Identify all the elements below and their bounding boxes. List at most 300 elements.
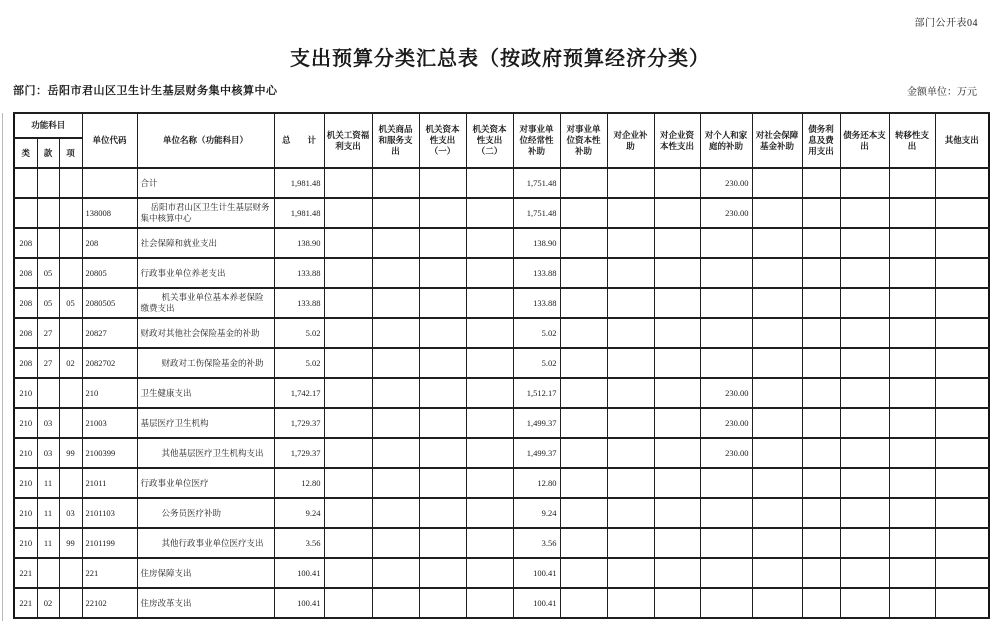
cell-unit-name: 机关事业单位基本养老保险缴费支出 [137, 288, 274, 318]
cell-amount: 1,729.37 [274, 408, 324, 438]
cell-amount [889, 198, 935, 228]
cell-amount [889, 348, 935, 378]
cell-amount [935, 198, 989, 228]
cell-amount [419, 198, 466, 228]
cell-amount [935, 558, 989, 588]
cell-unit-name: 卫生健康支出 [137, 378, 274, 408]
cell-unit-code: 21003 [82, 408, 137, 438]
cell-amount [700, 348, 752, 378]
cell-amount [466, 348, 513, 378]
cell-amount [700, 528, 752, 558]
cell-amount [324, 228, 372, 258]
cell-amount [802, 498, 840, 528]
cell-amount [840, 498, 889, 528]
cell-func-section: 03 [37, 408, 59, 438]
cell-amount [466, 438, 513, 468]
header-expense-col: 债务还本支出 [840, 113, 889, 168]
cell-amount [607, 168, 654, 198]
cell-amount [466, 558, 513, 588]
cell-amount [560, 498, 607, 528]
cell-amount [654, 318, 700, 348]
header-unit-code: 单位代码 [82, 113, 137, 168]
cell-amount [560, 528, 607, 558]
cell-amount [889, 528, 935, 558]
cell-func-section [37, 228, 59, 258]
cell-amount [466, 588, 513, 618]
cell-amount [889, 168, 935, 198]
cell-unit-name: 行政事业单位养老支出 [137, 258, 274, 288]
cell-amount [324, 528, 372, 558]
cell-amount: 230.00 [700, 408, 752, 438]
cell-amount [840, 468, 889, 498]
cell-amount [935, 498, 989, 528]
cell-amount [654, 468, 700, 498]
cell-func-item: 99 [59, 528, 82, 558]
budget-table-body [14, 168, 989, 618]
cell-amount [700, 468, 752, 498]
cell-amount: 9.24 [274, 498, 324, 528]
header-total: 总 计 [274, 113, 324, 168]
cell-amount: 5.02 [513, 318, 560, 348]
cell-unit-name: 财政对其他社会保险基金的补助 [137, 318, 274, 348]
cell-unit-name: 财政对工伤保险基金的补助 [137, 348, 274, 378]
cell-amount [372, 318, 419, 348]
cell-amount [654, 258, 700, 288]
cell-func-item [59, 168, 82, 198]
header-expense-col: 机关商品和服务支出 [372, 113, 419, 168]
header-func-section: 款 [37, 138, 59, 168]
cell-amount [419, 288, 466, 318]
cell-amount [607, 228, 654, 258]
cell-amount: 133.88 [274, 288, 324, 318]
cell-amount [654, 498, 700, 528]
cell-amount [372, 438, 419, 468]
cell-amount [419, 408, 466, 438]
cell-amount [840, 228, 889, 258]
cell-amount [700, 228, 752, 258]
cell-amount: 1,499.37 [513, 408, 560, 438]
cell-amount [466, 378, 513, 408]
cell-func-item [59, 468, 82, 498]
cell-func-section [37, 558, 59, 588]
cell-amount [935, 468, 989, 498]
cell-amount: 12.80 [513, 468, 560, 498]
cell-amount [840, 408, 889, 438]
cell-amount: 9.24 [513, 498, 560, 528]
cell-amount [840, 558, 889, 588]
cell-amount [560, 438, 607, 468]
cell-unit-code [82, 168, 137, 198]
cell-func-item: 05 [59, 288, 82, 318]
cell-amount [935, 318, 989, 348]
budget-table-head [14, 113, 989, 168]
cell-amount [560, 258, 607, 288]
cell-func-class [14, 198, 37, 228]
cell-amount: 230.00 [700, 168, 752, 198]
cell-amount [560, 228, 607, 258]
cell-func-item: 99 [59, 438, 82, 468]
header-expense-col: 对个人和家庭的补助 [700, 113, 752, 168]
cell-unit-name: 基层医疗卫生机构 [137, 408, 274, 438]
cell-amount [560, 378, 607, 408]
cell-amount [935, 228, 989, 258]
cell-func-item [59, 228, 82, 258]
cell-amount [935, 438, 989, 468]
cell-amount: 100.41 [513, 558, 560, 588]
cell-amount [560, 468, 607, 498]
cell-amount [607, 198, 654, 228]
cell-amount [324, 408, 372, 438]
cell-amount [889, 318, 935, 348]
cell-func-section: 05 [37, 258, 59, 288]
cell-amount [752, 558, 802, 588]
cell-amount [607, 288, 654, 318]
cell-amount [324, 558, 372, 588]
cell-amount [889, 558, 935, 588]
cell-amount [372, 378, 419, 408]
cell-amount [840, 168, 889, 198]
header-func-item: 项 [59, 138, 82, 168]
cell-amount [324, 348, 372, 378]
cell-unit-name: 其他行政事业单位医疗支出 [137, 528, 274, 558]
cell-amount [935, 408, 989, 438]
cell-func-section: 11 [37, 498, 59, 528]
cell-amount [607, 438, 654, 468]
cell-amount [607, 468, 654, 498]
cell-unit-code: 20827 [82, 318, 137, 348]
cell-amount [935, 168, 989, 198]
cell-amount [466, 498, 513, 528]
table-row [14, 228, 989, 258]
table-row [14, 498, 989, 528]
table-row [14, 528, 989, 558]
cell-amount: 230.00 [700, 198, 752, 228]
cell-func-section [37, 168, 59, 198]
cell-amount [654, 378, 700, 408]
cell-amount [324, 258, 372, 288]
scan-artifact [2, 113, 3, 621]
cell-func-class: 208 [14, 288, 37, 318]
cell-amount [560, 318, 607, 348]
cell-amount [324, 288, 372, 318]
cell-amount [802, 168, 840, 198]
cell-amount [802, 228, 840, 258]
cell-amount [419, 498, 466, 528]
cell-amount: 1,499.37 [513, 438, 560, 468]
header-expense-col: 对企业资本性支出 [654, 113, 700, 168]
cell-func-class: 208 [14, 228, 37, 258]
table-row [14, 258, 989, 288]
cell-amount [466, 168, 513, 198]
cell-amount [802, 528, 840, 558]
cell-func-section [37, 198, 59, 228]
cell-func-class: 208 [14, 318, 37, 348]
cell-amount [802, 408, 840, 438]
cell-func-item [59, 258, 82, 288]
cell-amount: 1,751.48 [513, 198, 560, 228]
header-expense-col: 机关资本性支出（一） [419, 113, 466, 168]
amount-unit-label: 金额单位：万元 [907, 87, 977, 98]
cell-unit-code: 208 [82, 228, 137, 258]
header-expense-col: 机关工资福利支出 [324, 113, 372, 168]
cell-amount [889, 408, 935, 438]
cell-amount [324, 468, 372, 498]
cell-amount [802, 318, 840, 348]
cell-amount [802, 588, 840, 618]
cell-amount [466, 198, 513, 228]
cell-amount [419, 468, 466, 498]
cell-amount [372, 198, 419, 228]
table-row [14, 588, 989, 618]
cell-amount [802, 348, 840, 378]
cell-func-class: 208 [14, 348, 37, 378]
cell-amount [324, 498, 372, 528]
cell-amount [324, 318, 372, 348]
cell-amount [935, 378, 989, 408]
cell-func-class: 210 [14, 498, 37, 528]
cell-unit-name: 住房改革支出 [137, 588, 274, 618]
cell-amount [607, 318, 654, 348]
cell-amount [466, 318, 513, 348]
cell-amount: 12.80 [274, 468, 324, 498]
cell-amount [419, 348, 466, 378]
cell-func-item: 02 [59, 348, 82, 378]
cell-amount: 138.90 [513, 228, 560, 258]
cell-amount [560, 558, 607, 588]
table-row [14, 198, 989, 228]
cell-amount [752, 468, 802, 498]
cell-func-class: 221 [14, 558, 37, 588]
cell-func-section: 27 [37, 318, 59, 348]
cell-amount [889, 228, 935, 258]
header-expense-col: 转移性支出 [889, 113, 935, 168]
cell-amount [802, 258, 840, 288]
cell-amount: 1,512.17 [513, 378, 560, 408]
cell-amount [466, 468, 513, 498]
cell-amount [419, 318, 466, 348]
cell-amount [752, 528, 802, 558]
cell-amount [889, 498, 935, 528]
cell-unit-name: 住房保障支出 [137, 558, 274, 588]
cell-amount [840, 318, 889, 348]
cell-amount [419, 168, 466, 198]
cell-amount [324, 378, 372, 408]
cell-amount [752, 408, 802, 438]
table-row [14, 408, 989, 438]
cell-amount [419, 558, 466, 588]
cell-amount [752, 378, 802, 408]
cell-unit-code: 138008 [82, 198, 137, 228]
header-expense-col: 机关资本性支出（二） [466, 113, 513, 168]
cell-amount [466, 228, 513, 258]
cell-amount [889, 588, 935, 618]
cell-amount [840, 588, 889, 618]
header-func-group: 功能科目 [14, 113, 82, 138]
cell-amount [419, 588, 466, 618]
cell-amount: 100.41 [274, 588, 324, 618]
table-row [14, 468, 989, 498]
cell-amount [935, 348, 989, 378]
cell-amount [560, 288, 607, 318]
header-expense-col: 对事业单位资本性补助 [560, 113, 607, 168]
cell-amount: 133.88 [513, 258, 560, 288]
cell-amount: 1,742.17 [274, 378, 324, 408]
cell-amount: 133.88 [274, 258, 324, 288]
cell-amount: 1,981.48 [274, 198, 324, 228]
cell-amount [419, 228, 466, 258]
cell-unit-code: 20805 [82, 258, 137, 288]
cell-amount [607, 378, 654, 408]
cell-amount [654, 168, 700, 198]
cell-amount [607, 558, 654, 588]
cell-unit-name: 其他基层医疗卫生机构支出 [137, 438, 274, 468]
cell-func-section: 02 [37, 588, 59, 618]
cell-amount [654, 588, 700, 618]
cell-amount [935, 588, 989, 618]
cell-amount [372, 558, 419, 588]
cell-amount [840, 438, 889, 468]
cell-amount [324, 438, 372, 468]
cell-amount [752, 288, 802, 318]
cell-amount [607, 408, 654, 438]
cell-unit-code: 2101103 [82, 498, 137, 528]
cell-amount [840, 528, 889, 558]
cell-amount [840, 378, 889, 408]
cell-func-class: 210 [14, 438, 37, 468]
cell-unit-name: 岳阳市君山区卫生计生基层财务集中核算中心 [137, 198, 274, 228]
cell-func-item [59, 318, 82, 348]
doc-sheet-label: 部门公开表04 [914, 18, 978, 29]
cell-amount: 100.41 [274, 558, 324, 588]
cell-amount: 1,751.48 [513, 168, 560, 198]
page-title: 支出预算分类汇总表（按政府预算经济分类） [290, 48, 710, 70]
cell-amount: 3.56 [513, 528, 560, 558]
cell-amount [372, 168, 419, 198]
cell-amount [752, 198, 802, 228]
table-row [14, 348, 989, 378]
cell-amount: 100.41 [513, 588, 560, 618]
cell-amount [889, 288, 935, 318]
cell-func-section: 27 [37, 348, 59, 378]
cell-amount [654, 288, 700, 318]
header-unit-name: 单位名称（功能科目） [137, 113, 274, 168]
cell-func-class: 210 [14, 408, 37, 438]
cell-func-item [59, 588, 82, 618]
cell-func-class: 221 [14, 588, 37, 618]
cell-amount [935, 258, 989, 288]
cell-amount: 1,729.37 [274, 438, 324, 468]
cell-amount [752, 228, 802, 258]
cell-amount [607, 528, 654, 558]
cell-amount: 5.02 [274, 318, 324, 348]
department-label: 部门：岳阳市君山区卫生计生基层财务集中核算中心 [13, 85, 278, 97]
cell-amount [654, 228, 700, 258]
cell-amount [802, 288, 840, 318]
cell-amount [840, 258, 889, 288]
cell-amount [372, 258, 419, 288]
cell-amount [372, 498, 419, 528]
cell-amount [372, 468, 419, 498]
cell-func-item [59, 408, 82, 438]
header-expense-col: 其他支出 [935, 113, 989, 168]
cell-func-class: 210 [14, 468, 37, 498]
cell-amount: 138.90 [274, 228, 324, 258]
budget-table [13, 112, 990, 619]
table-row [14, 558, 989, 588]
cell-amount [324, 588, 372, 618]
table-row [14, 438, 989, 468]
header-row-top [14, 113, 989, 138]
cell-amount [419, 378, 466, 408]
cell-func-item [59, 378, 82, 408]
cell-amount [802, 438, 840, 468]
cell-amount [935, 288, 989, 318]
cell-func-section: 11 [37, 468, 59, 498]
cell-amount [372, 588, 419, 618]
cell-unit-name: 合计 [137, 168, 274, 198]
cell-amount: 230.00 [700, 378, 752, 408]
table-row [14, 288, 989, 318]
cell-amount [466, 288, 513, 318]
cell-amount [889, 258, 935, 288]
cell-unit-code: 2100399 [82, 438, 137, 468]
cell-func-section: 05 [37, 288, 59, 318]
cell-amount [372, 528, 419, 558]
cell-amount [560, 348, 607, 378]
header-expense-col: 对事业单位经常性补助 [513, 113, 560, 168]
cell-amount [700, 498, 752, 528]
cell-amount [700, 588, 752, 618]
meta-row [13, 82, 977, 98]
cell-func-class: 210 [14, 378, 37, 408]
cell-amount [607, 588, 654, 618]
cell-func-class: 208 [14, 258, 37, 288]
cell-amount [840, 348, 889, 378]
cell-amount [419, 438, 466, 468]
cell-unit-name: 社会保障和就业支出 [137, 228, 274, 258]
cell-func-class: 210 [14, 528, 37, 558]
cell-amount [466, 408, 513, 438]
cell-func-section: 11 [37, 528, 59, 558]
cell-amount [372, 228, 419, 258]
cell-func-class [14, 168, 37, 198]
cell-amount [752, 498, 802, 528]
cell-unit-code: 2101199 [82, 528, 137, 558]
cell-amount: 133.88 [513, 288, 560, 318]
cell-amount [802, 198, 840, 228]
cell-amount [372, 288, 419, 318]
cell-amount [802, 558, 840, 588]
cell-func-item [59, 198, 82, 228]
cell-amount [752, 438, 802, 468]
cell-amount [700, 288, 752, 318]
cell-amount [700, 558, 752, 588]
cell-amount: 230.00 [700, 438, 752, 468]
cell-amount [752, 318, 802, 348]
cell-amount [889, 468, 935, 498]
cell-unit-code: 221 [82, 558, 137, 588]
cell-func-section [37, 378, 59, 408]
cell-amount [560, 408, 607, 438]
cell-amount [654, 408, 700, 438]
cell-amount [802, 468, 840, 498]
table-row [14, 318, 989, 348]
cell-amount [752, 258, 802, 288]
table-row [14, 168, 989, 198]
cell-func-section: 03 [37, 438, 59, 468]
cell-amount [560, 168, 607, 198]
cell-amount [840, 198, 889, 228]
